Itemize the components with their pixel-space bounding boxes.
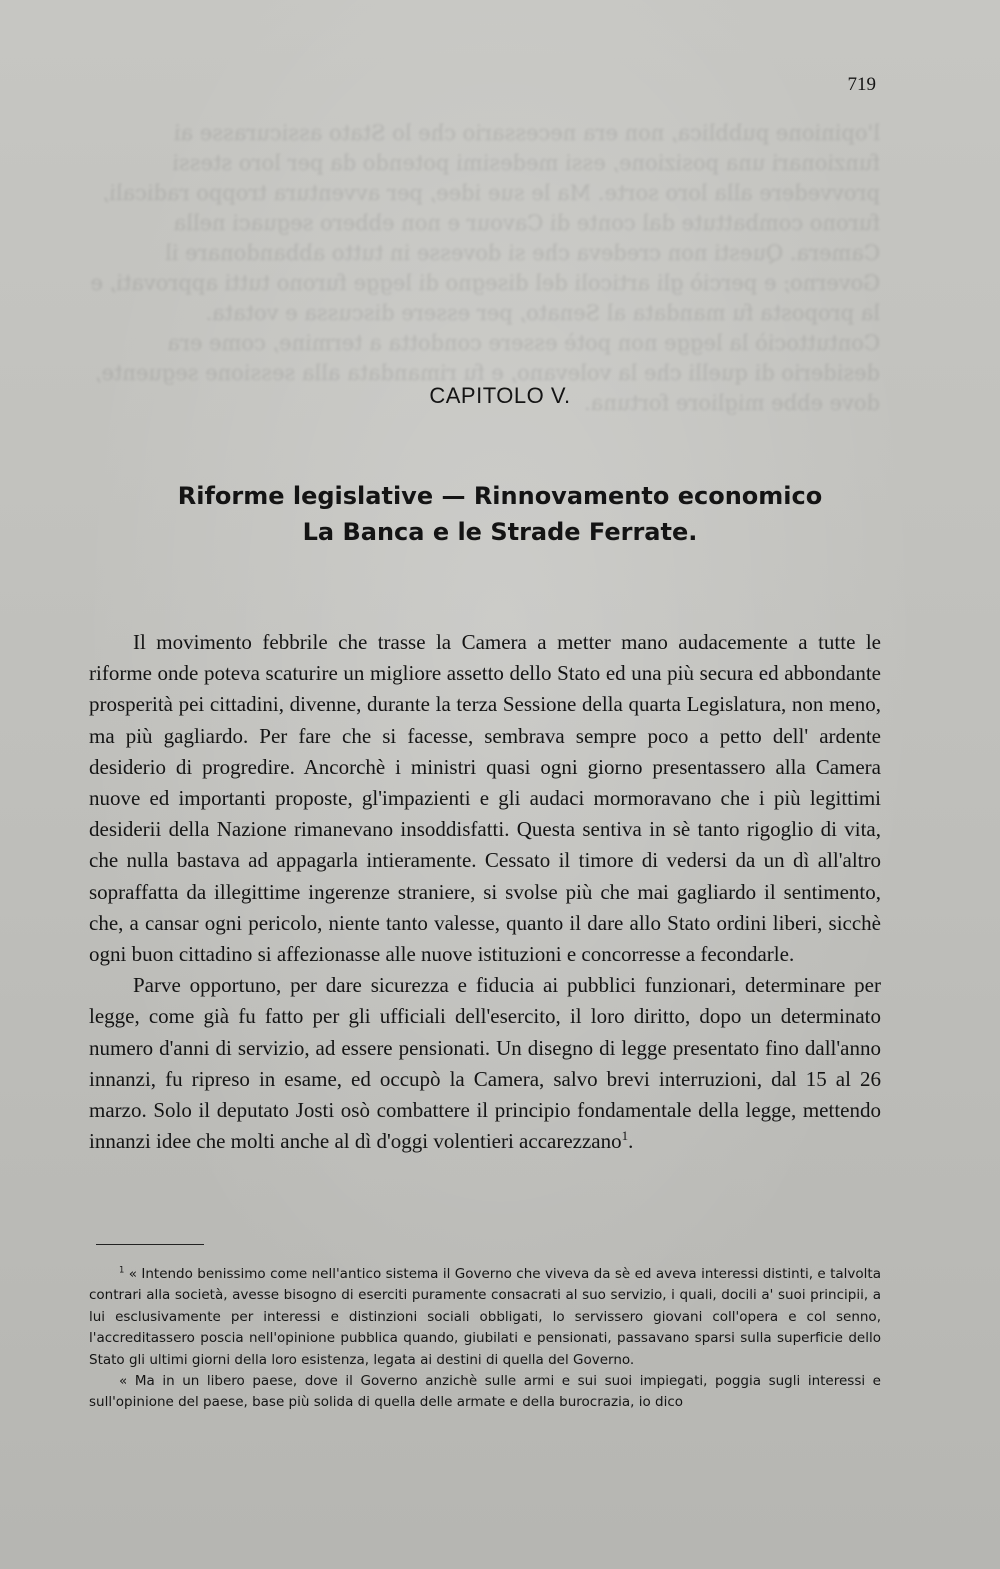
chapter-title-line-2: La Banca e le Strade Ferrate. [302,518,698,546]
footnote-reference: 1 [621,1128,629,1144]
chapter-title [0,478,1000,550]
footnote-1-text: « Intendo benissimo come nell'antico sistema il Governo che viveva da sè ed aveva interessi distinti, e talvolta contrari alla società, avesse bisogno di eserciti puramente consacrati al suo servizio, i quali, docili a' suoi principii, a lui esclusivamente per interessi e distinzioni sociali obbligati, lo servissero giovani coll'opera e col senno, l'accreditassero poscia nell'opinione pubblica quando, giubilati e pensionati, passavano sparsi sulla superficie dello Stato gli ultimi giorni della loro esistenza, legata ai destini di quella del Governo. [89,1266,881,1368]
footnote-1 [89,1264,881,1371]
page-number: 719 [847,74,876,95]
footnotes [89,1264,881,1414]
paragraph-1: Il movimento febbrile che trasse la Camera a metter mano audacemente a tutte le riforme onde poteva scaturire un migliore assetto dello Stato ed una più secura ed abbondante prosperità pei cittadini, divenne, durante la terza Sessione della quarta Legislatura, non meno, ma più gagliardo. Per fare che si facesse, sembrava sempre poco a petto dell' ardente desiderio di progredire. Ancorchè i ministri quasi ogni giorno presentassero alla Camera nuove ed importanti proposte, gl'impazienti e gli audaci mormoravano che i più legittimi desiderii della Nazione rimanevano insoddisfatti. Questa sentiva in sè tanto rigoglio di vita, che nulla bastava ad appagarla intieramente. Cessato il timore di vedersi da un dì all'altro sopraffatta da illegittime ingerenze straniere, si svolse più che mai gagliardo il sentimento, che, a cansar ogni pericolo, niente tanto valesse, quanto il dare allo Stato ordini liberi, sicchè ogni buon cittadino si affezionasse alle nuove istituzioni e concorresse a fecondarle. [89,630,881,967]
footnote-divider [96,1244,204,1245]
paragraph-2: Parve opportuno, per dare sicurezza e fiducia ai pubblici funzionari, determinare per legge, come già fu fatto per gli ufficiali dell'esercito, il loro diritto, dopo un determinato numero d'anni di servizio, ad essere pensionati. Un disegno di legge presentato fino dall'anno innanzi, fu ripreso in esame, ed occupò la Camera, salvo brevi interruzioni, dal 15 al 26 marzo. Solo il deputato Josti osò combattere il principio fondamentale della legge, mettendo innanzi idee che molti anche al dì d'oggi volentieri accarezzano$^1$. [89,973,881,1154]
footnote-1-mark: 1 [119,1264,125,1275]
body-text [89,627,881,1157]
footnote-1-continuation: « Ma in un libero paese, dove il Governo anzichè sulle armi e sui suoi impiegati, poggia sugli interessi e sull'opinione del paese, base più solida di quella delle armate e della burocrazia, io dico [89,1373,881,1411]
paragraph-2-text: Parve opportuno, per dare sicurezza e fiducia ai pubblici funzionari, determinare per legge, come già fu fatto per gli ufficiali dell'esercito, il loro diritto, dopo un determinato numero d'anni di servizio, ad essere pensionati. Un disegno di legge presentato fino dall'anno innanzi, fu ripreso in esame, ed occupò la Camera, salvo brevi interruzioni, dal 15 al 26 marzo. Solo il deputato Josti osò combattere il principio fondamentale della legge, mettendo innanzi idee che molti anche al dì d'oggi volentieri accarezzano [89,973,881,1154]
show-through-bleed: l'opinione pubblica, non era necessario che lo Stato assicurasse ai funzionari una posizione, essi medesimi potendo da per loro stessi provvedere alla loro sorte. Ma le sue idee, per avventura troppo radicali, furono combattute dal conte di Cavour e non ebbero seguaci nella Camera. Questi non credeva che si dovesse in tutto abbandonare il Governo; e perciò gli articoli del disegno di legge furono tutti approvati, e la proposta fu mandata al Senato, per essere discussa e votata. Contuttociò la legge non potè essere condotta a termine, come era desiderio di quelli che la volevano, e fu rimandata alla sessione seguente, dove ebbe migliore fortuna. [90,121,880,415]
chapter-heading: CAPITOLO V. [429,383,571,408]
chapter-title-line-1: Riforme legislative — Rinnovamento economico [177,482,823,510]
